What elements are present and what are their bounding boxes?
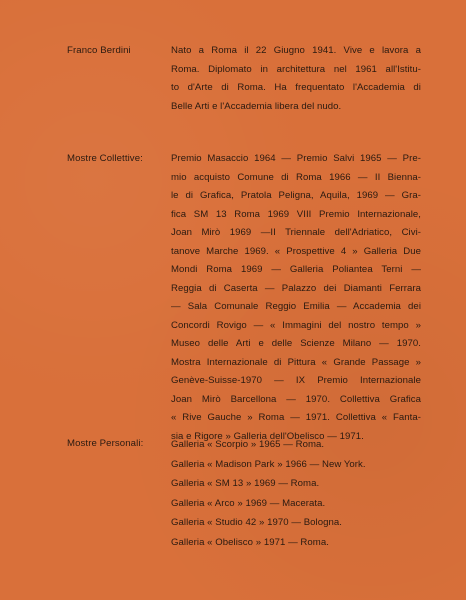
collettive-line: Joan Mirò Barcellona — 1970. Collettiva Grafica <box>171 393 421 405</box>
personali-list <box>171 435 421 552</box>
collettive-line: Museo delle Arti e delle Scienze Milano — 1970. <box>171 338 421 349</box>
list-item: Galleria « Studio 42 » 1970 — Bologna. <box>171 517 342 528</box>
collettive-line: le di Grafica, Pratola Peligna, Aquila, 1969 — Gra- <box>171 190 421 201</box>
bio-text <box>171 42 421 116</box>
collettive-line: Mondi Roma 1969 — Galleria Poliantea Terni — <box>171 264 421 275</box>
collettive-label: Mostre Collettive: <box>67 153 143 164</box>
list-item: Galleria « SM 13 » 1969 — Roma. <box>171 478 320 489</box>
collettive-line: fica SM 13 Roma 1969 VIII Premio Internazionale, <box>171 208 421 220</box>
collettive-text <box>171 150 421 446</box>
list-item: Galleria « Madison Park » 1966 — New York. <box>171 458 366 470</box>
collettive-line: « Rive Gauche » Roma — 1971. Collettiva « Fanta- <box>171 412 421 423</box>
list-item: Galleria « Scorpio » 1965 — Roma. <box>171 439 325 450</box>
bio-line: to d'Arte di Roma. Ha frequentato l'Accademia di <box>171 82 421 93</box>
collettive-line: — Sala Comunale Reggio Emilia — Accademia dei <box>171 301 421 312</box>
collettive-line: Premio Masaccio 1964 — Premio Salvi 1965 — Pre- <box>171 153 421 164</box>
collettive-line: Reggia di Caserta — Palazzo dei Diamanti Ferrara <box>171 282 421 294</box>
bio-line: Belle Arti e l'Accademia libera del nudo. <box>171 100 342 112</box>
list-item: Galleria « Obelisco » 1971 — Roma. <box>171 536 329 548</box>
personali-label: Mostre Personali: <box>67 438 144 449</box>
bio-line: Roma. Diplomato in architettura nel 1961 all'Istitu- <box>171 63 421 75</box>
list-item: Galleria « Arco » 1969 — Macerata. <box>171 497 326 509</box>
collettive-line: Joan Mirò 1969 —II Triennale dell'Adriatico, Civi- <box>171 227 421 238</box>
collettive-line: sia e Rigore » Galleria dell'Obelisco — 1971. <box>171 430 364 442</box>
artist-name: Franco Berdini <box>67 45 131 56</box>
collettive-line: mio acquisto Comune di Roma 1966 — II Bienna- <box>171 171 421 183</box>
bio-line: Nato a Roma il 22 Giugno 1941. Vive e lavora a <box>171 45 421 56</box>
collettive-line: Mostra Internazionale di Pittura « Grande Passage » <box>171 356 421 368</box>
collettive-line: tanove Marche 1969. « Prospettive 4 » Galleria Due <box>171 245 421 257</box>
collettive-line: Genève-Suisse-1970 — IX Premio Internazionale <box>171 375 421 386</box>
collettive-line: Concordi Rovigo — « Immagini del nostro tempo » <box>171 319 421 331</box>
